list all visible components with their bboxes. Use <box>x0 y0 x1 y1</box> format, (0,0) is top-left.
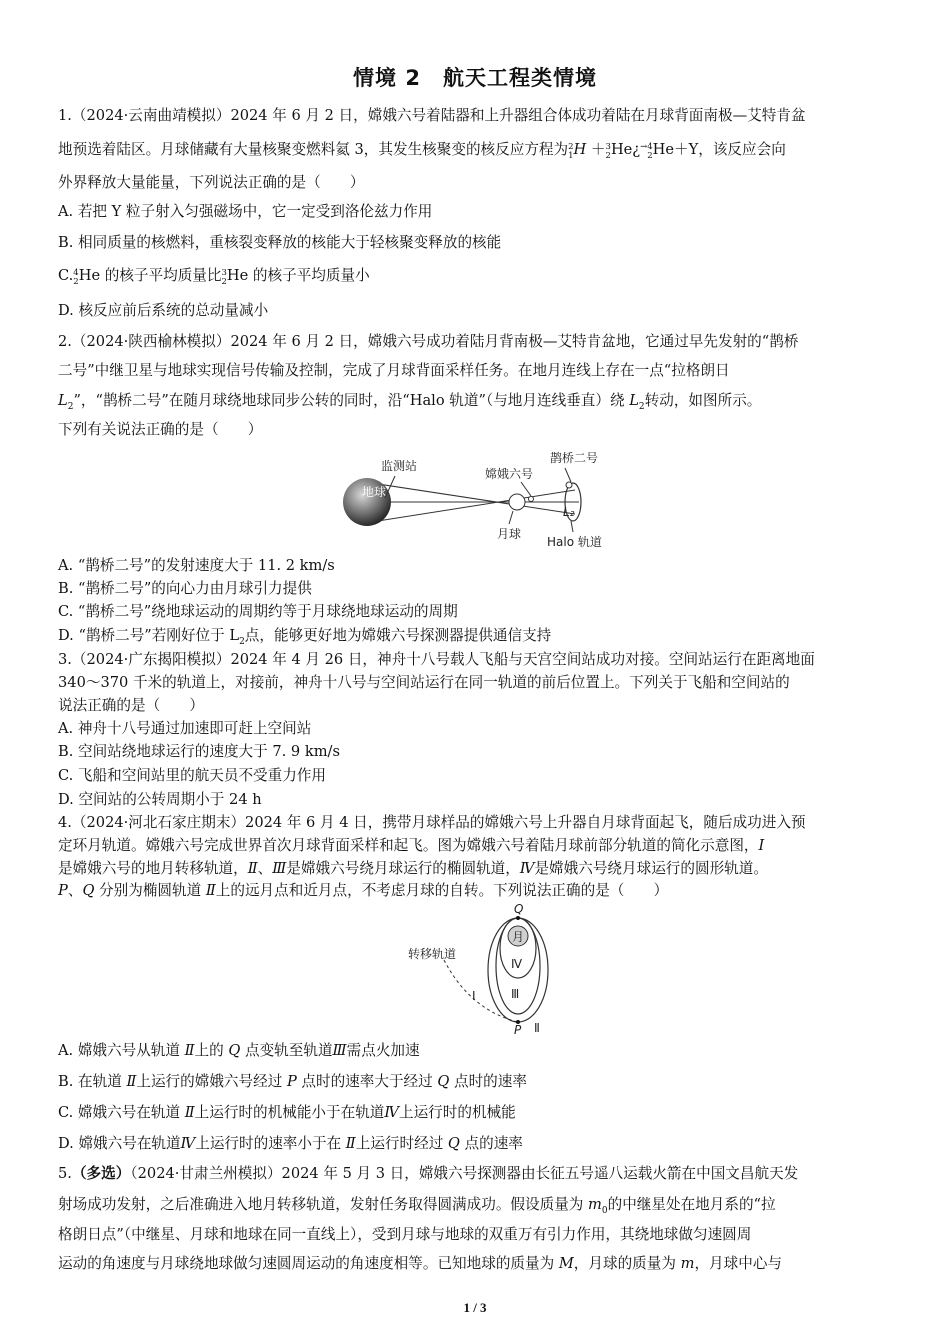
q4-p-label: P <box>514 1023 522 1036</box>
q5-line-4: 运动的角速度与月球绕地球做匀速圆周运动的角速度相等。已知地球的质量为 M，月球的质量为 m，月球中心与 <box>58 1255 783 1272</box>
q3-option-a: A. 神舟十八号通过加速即可赶上空间站 <box>58 720 312 737</box>
q4-i-label: Ⅰ <box>472 989 476 1003</box>
q3-option-d: D. 空间站的公转周期小于 24 h <box>58 791 262 808</box>
q2-station-label: 监测站 <box>381 459 418 473</box>
q2-halo-leader <box>571 521 573 532</box>
q2-line-3: $L_2$”，“鹊桥二号”在随月球绕地球同步公转的同时，沿“Halo 轨道”（与地月连线垂直）绕 $L_2$转动，如图所示。 <box>58 392 762 412</box>
q1-line-1: 1.（2024·云南曲靖模拟）2024 年 6 月 2 日，嫦娥六号着陆器和上升器组合体成功着陆在月球背面南极—艾特肯盆 <box>58 107 806 124</box>
q2-option-d: D. “鹊桥二号”若刚好位于 $L_2$点，能够更好地为嫦娥六号探测器提供通信支持 <box>58 627 552 647</box>
q2-moon-leader <box>509 511 513 524</box>
page-number: 1 / 3 <box>463 1300 487 1315</box>
q1-line-2: 地预选着陆区。月球储藏有大量核聚变燃料氦 3，其发生核聚变的核反应方程为 2 1 H ＋ 3 2 He¿ →4 2 He＋Y，该反应会向 <box>58 141 786 161</box>
q2-moon-circle <box>509 494 525 510</box>
q4-line-2: 定环月轨道。嫦娥六号完成世界首次月球背面采样和起飞。图为嫦娥六号着陆月球前部分轨道的简化示意图，Ⅰ <box>58 837 765 854</box>
q2-cone-line-top <box>365 482 575 514</box>
q3-line-1: 3.（2024·广东揭阳模拟）2024 年 4 月 26 日，神舟十八号载人飞船与天宫空间站成功对接。空间站运行在距离地面 <box>58 651 815 668</box>
q4-line-3: 是嫦娥六号的地月转移轨道，Ⅱ、Ⅲ是嫦娥六号绕月球运行的椭圆轨道，Ⅳ是嫦娥六号绕月球运行的圆形轨道。 <box>58 860 768 877</box>
q3-line-2: 340～370 千米的轨道上，对接前，神舟十八号与空间站运行在同一轨道的前后位置上。下列关于飞船和空间站的 <box>58 674 790 691</box>
q2-line-2: 二号”中继卫星与地球实现信号传输及控制，完成了月球背面采样任务。在地月连线上存在一点“拉格朗日 <box>58 362 730 379</box>
q2-queqiao-dot <box>566 482 572 488</box>
q3-line-3: 说法正确的是（ ） <box>58 697 204 714</box>
q4-point-q <box>516 916 520 920</box>
q1-option-a: A. 若把 Y 粒子射入匀强磁场中，它一定受到洛伦兹力作用 <box>58 203 433 220</box>
q5-line-1: 5.（多选）（2024·甘肃兰州模拟）2024 年 5 月 3 日，嫦娥六号探测器由长征五号遥八运载火箭在中国文昌航天发 <box>58 1165 799 1182</box>
q5-line-2: 射场成功发射，之后准确进入地月转移轨道，发射任务取得圆满成功。假设质量为 $m_0$的中继星处在地月系的“拉 <box>58 1196 776 1216</box>
q2-cone-line-bottom <box>365 490 575 523</box>
q2-change6-label: 嫦娥六号 <box>485 467 534 481</box>
q4-q-label: Q <box>514 902 524 916</box>
q2-option-c: C. “鹊桥二号”绕地球运动的周期约等于月球绕地球运动的周期 <box>58 603 458 620</box>
q2-queqiao-leader <box>565 468 571 482</box>
q4-iv-label: Ⅳ <box>511 957 523 971</box>
q4-option-a: A. 嫦娥六号从轨道 Ⅱ上的 Q 点变轨至轨道Ⅲ需点火加速 <box>58 1042 420 1059</box>
q4-moon-label: 月 <box>512 930 525 944</box>
q2-station-leader <box>385 476 395 498</box>
q4-option-d: D. 嫦娥六号在轨道Ⅳ上运行时的速率小于在 Ⅱ上运行时经过 Q 点的速率 <box>58 1135 523 1152</box>
q4-iii-label: Ⅲ <box>511 987 520 1001</box>
q3-option-c: C. 飞船和空间站里的航天员不受重力作用 <box>58 767 327 784</box>
q2-option-a: A. “鹊桥二号”的发射速度大于 11. 2 km/s <box>58 557 335 574</box>
q2-change6-dot <box>529 497 534 502</box>
q1-option-c: C. 4 2 He 的核子平均质量比 3 2 He 的核子平均质量小 <box>58 267 370 287</box>
q4-line-1: 4.（2024·河北石家庄期末）2024 年 6 月 4 日，携带月球样品的嫦娥六号上升器自月球背面起飞，随后成功进入预 <box>58 814 806 831</box>
q5-multi-select-tag: （多选） <box>71 1165 131 1182</box>
q2-earth-label-1: 地球 <box>362 485 387 499</box>
q4-option-b: B. 在轨道 Ⅱ上运行的嫦娥六号经过 P 点时的速率大于经过 Q 点时的速率 <box>58 1073 527 1090</box>
q2-queqiao-label: 鹊桥二号 <box>550 451 599 465</box>
q1-option-b: B. 相同质量的核燃料，重核裂变释放的核能大于轻核聚变释放的核能 <box>58 234 502 251</box>
q1-option-d: D. 核反应前后系统的总动量减小 <box>58 302 269 319</box>
q2-moon-label: 月球 <box>497 527 522 541</box>
q4-ii-label: Ⅱ <box>534 1021 540 1035</box>
page-title: 情境 2 航天工程类情境 <box>353 66 597 90</box>
q2-line-4: 下列有关说法正确的是（ ） <box>58 421 263 438</box>
q4-figure-lunar-orbits <box>400 900 560 1036</box>
q1-nuclide-he3: 3 2 <box>605 142 611 161</box>
q2-figure-earth-moon <box>335 448 625 554</box>
q2-change6-leader <box>521 482 531 496</box>
q2-l2-label: L₂ <box>563 505 575 519</box>
q4-transfer-label: 转移轨道 <box>408 947 457 961</box>
q4-option-c: C. 嫦娥六号在轨道 Ⅱ上运行时的机械能小于在轨道Ⅳ上运行时的机械能 <box>58 1104 516 1121</box>
q1-nuclide-he4: →4 2 <box>640 142 653 161</box>
q2-option-b: B. “鹊桥二号”的向心力由月球引力提供 <box>58 580 312 597</box>
q4-transfer-orbit <box>444 960 518 1022</box>
q1-nuclide-h2: 2 1 <box>568 142 574 161</box>
q2-halo-label: Halo 轨道 <box>547 535 602 549</box>
q5-line-3: 格朗日点”（中继星、月球和地球在同一直线上），受到月球与地球的双重万有引力作用，其绕地球做匀速圆周 <box>58 1226 752 1243</box>
q4-line-4: P、Q 分别为椭圆轨道 Ⅱ上的远月点和近月点，不考虑月球的自转。下列说法正确的是（ ） <box>58 882 669 899</box>
q1-line-3: 外界释放大量能量，下列说法正确的是（ ） <box>58 174 365 191</box>
q3-option-b: B. 空间站绕地球运行的速度大于 7. 9 km/s <box>58 743 340 760</box>
q2-line-1: 2.（2024·陕西榆林模拟）2024 年 6 月 2 日，嫦娥六号成功着陆月背南极—艾特肯盆地，它通过早先发射的“鹊桥 <box>58 333 799 350</box>
